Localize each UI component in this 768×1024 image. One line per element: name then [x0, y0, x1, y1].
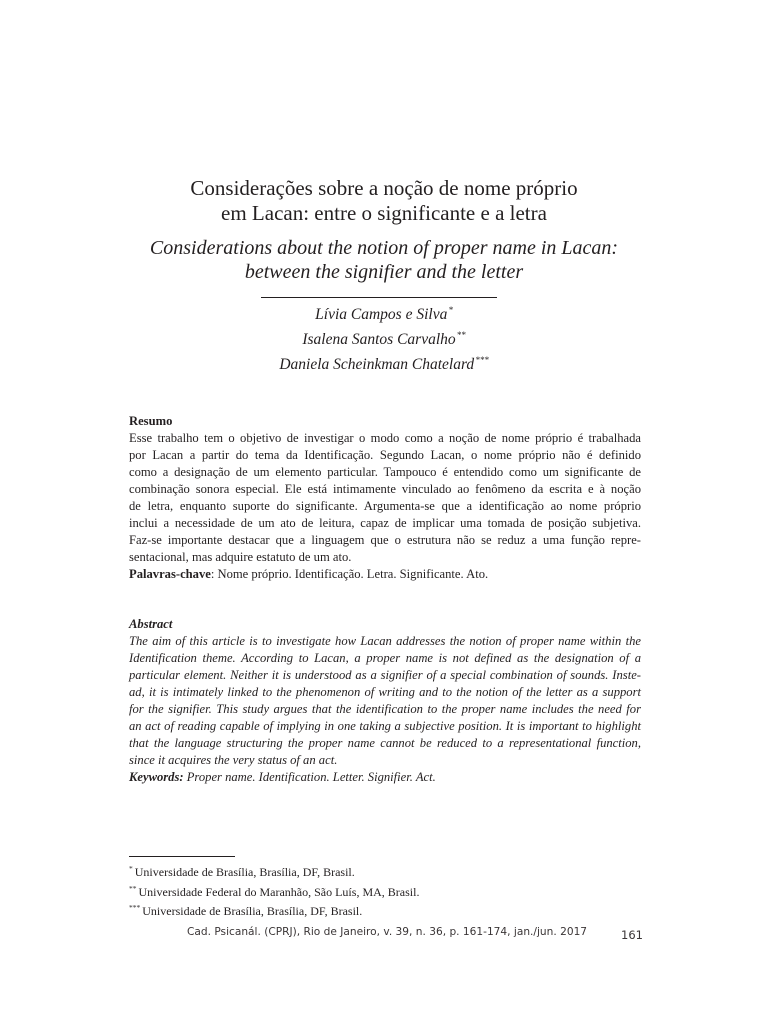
resumo-line: Esse trabalho tem o objetivo de investigar o modo como a noção de nome próprio é trabalhada — [129, 431, 641, 445]
footnote-3 — [129, 900, 419, 920]
resumo-section — [129, 413, 641, 583]
author-1 — [0, 300, 768, 325]
keywords-text: Proper name. Identification. Letter. Signifier. Act. — [183, 770, 436, 784]
resumo-line: sentacional, mas adquire estatuto de um ato. — [129, 550, 352, 564]
resumo-line: combinação sonora especial. Ele está intimamente vinculado ao fenômeno da escrita e à noção — [129, 482, 641, 496]
footnote-mark: *** — [129, 903, 141, 912]
title-portuguese — [0, 176, 768, 226]
footnote-1 — [129, 861, 419, 881]
author-footnote-mark: * — [448, 305, 453, 315]
footnote-mark: ** — [129, 883, 137, 893]
author-name: Daniela Scheinkman Chatelard — [279, 356, 475, 373]
resumo-heading: Resumo — [129, 414, 173, 428]
abstract-heading: Abstract — [129, 617, 173, 631]
keywords-label: Keywords: — [129, 770, 184, 784]
author-name: Lívia Campos e Silva — [315, 306, 448, 323]
abstract-line: ad, it is intimately linked to the phenomenon of writing and to the notion of the letter as a support — [129, 685, 641, 699]
footnote-list — [129, 861, 419, 920]
keywords-label: Palavras-chave — [129, 567, 211, 581]
abstract-keywords — [129, 769, 641, 786]
keywords-text: : Nome próprio. Identificação. Letra. Significante. Ato. — [210, 567, 489, 581]
author-footnote-mark: ** — [456, 330, 466, 340]
abstract-line: particular element. Neither it is understood as a signifier of a special combination of sounds. Inste- — [129, 668, 641, 682]
title-pt-line-2: em Lacan: entre o significante e a letra — [221, 201, 547, 225]
author-3 — [0, 350, 768, 375]
abstract-section — [129, 616, 641, 786]
title-divider — [261, 297, 497, 298]
abstract-line: Identification theme. According to Lacan, a proper name is not defined as the designation of a — [129, 651, 641, 665]
title-english — [0, 236, 768, 284]
author-name: Isalena Santos Carvalho — [302, 331, 456, 348]
footnote-divider — [129, 856, 235, 857]
resumo-keywords — [129, 566, 641, 583]
abstract-line: for the signifier. This study argues that the identification to the proper name includes the need for — [129, 702, 641, 716]
author-list — [0, 300, 768, 375]
footnote-2 — [129, 881, 419, 901]
resumo-line: de letra, enquanto suporte do significante. Argumenta-se que a identificação ao nome próprio — [129, 499, 641, 513]
journal-citation: Cad. Psicanál. (CPRJ), Rio de Janeiro, v. 39, n. 36, p. 161-174, jan./jun. 2017 — [187, 926, 588, 938]
abstract-line: since it acquires the very status of an act. — [129, 753, 338, 767]
footnote-text: Universidade de Brasília, Brasília, DF, Brasil. — [142, 904, 363, 918]
resumo-line: por Lacan a partir do tema da Identificação. Segundo Lacan, o nome próprio não é definido — [129, 448, 641, 462]
footnote-text: Universidade de Brasília, Brasília, DF, Brasil. — [134, 865, 355, 879]
resumo-line: como a designação de um elemento particular. Tampouco é entendido como um significante de — [129, 465, 641, 479]
title-en-line-2: between the signifier and the letter — [244, 261, 524, 283]
resumo-line: Faz-se importante destacar que a linguagem que o estrutura não se reduz a uma função repre- — [129, 533, 641, 547]
abstract-line: The aim of this article is to investigate how Lacan addresses the notion of proper name within the — [129, 634, 641, 648]
abstract-line: that the language structuring the proper name cannot be reduced to a representational function, — [129, 736, 641, 750]
resumo-line: inclui a necessidade de um ato de leitura, capaz de implicar uma tomada de posição subjetiva. — [129, 516, 641, 530]
author-footnote-mark: *** — [475, 355, 489, 365]
title-en-line-1: Considerations about the notion of proper name in Lacan: — [149, 237, 619, 259]
footnote-mark: * — [129, 864, 133, 873]
author-2 — [0, 325, 768, 350]
abstract-line: an act of reading capable of implying in one taking a subjective position. It is important to highlight — [129, 719, 641, 733]
title-pt-line-1: Considerações sobre a noção de nome próprio — [190, 176, 578, 200]
page-number: 161 — [621, 928, 643, 942]
footnote-text: Universidade Federal do Maranhão, São Luís, MA, Brasil. — [138, 884, 420, 899]
